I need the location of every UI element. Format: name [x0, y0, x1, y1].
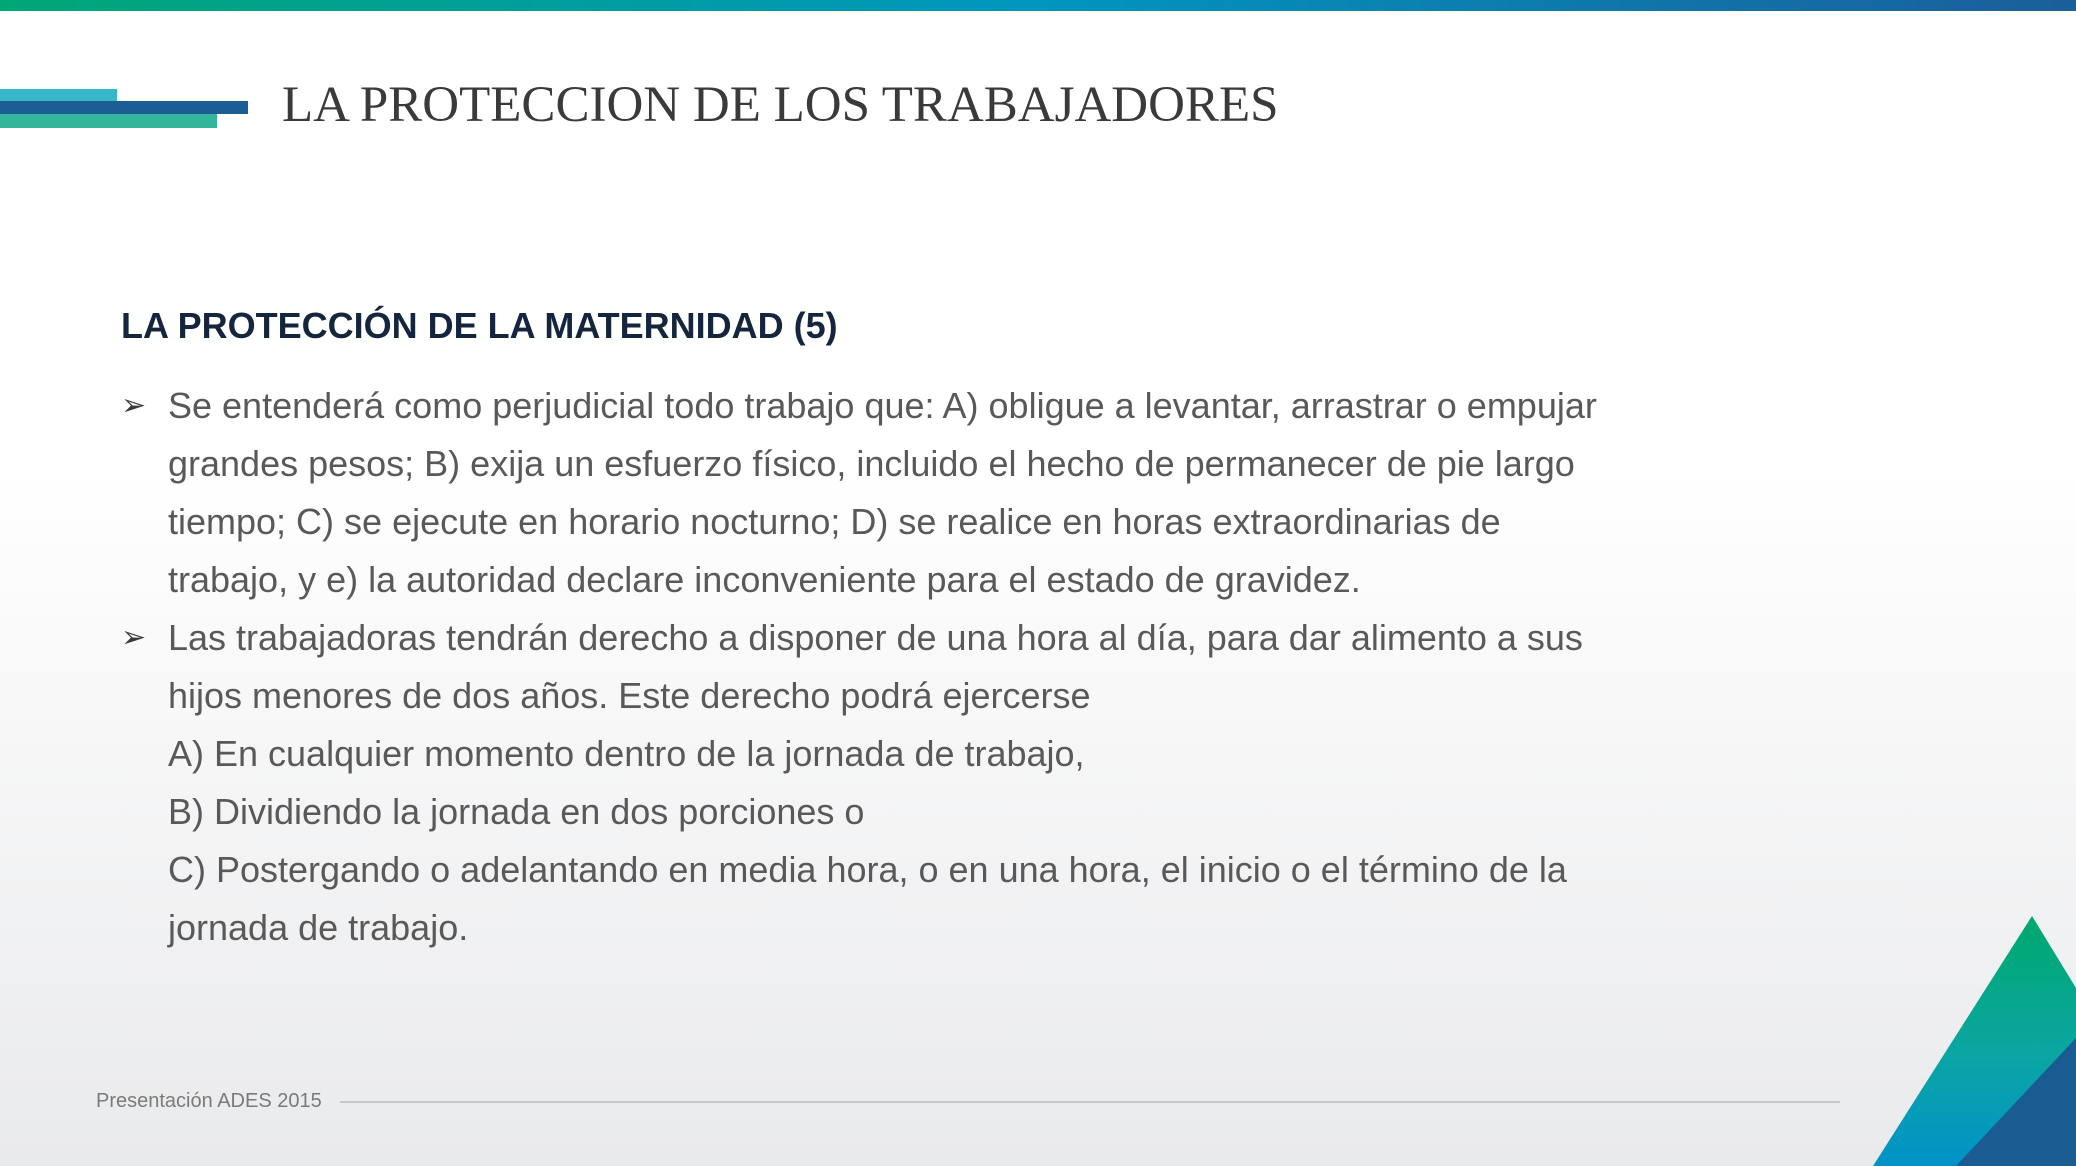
bullet-line: B) Dividiendo la jornada en dos porciones o: [168, 791, 865, 832]
bullet-line: A) En cualquier momento dentro de la jornada de trabajo,: [168, 733, 1085, 774]
bullet-line: tiempo; C) se ejecute en horario nocturno; D) se realice en horas extraordinarias de: [168, 501, 1501, 542]
title-accent-bar-green: [0, 114, 217, 128]
arrow-bullet-icon: ➢: [121, 621, 147, 654]
bullet-item: [121, 377, 1681, 609]
footer-divider: [340, 1101, 1840, 1103]
bullet-line: trabajo, y e) la autoridad declare inconveniente para el estado de gravidez.: [168, 559, 1361, 600]
bullet-item: [121, 609, 1681, 957]
slide-title: LA PROTECCION DE LOS TRABAJADORES: [282, 77, 1279, 133]
title-accent-bar-teal: [0, 89, 117, 101]
bullet-line: C) Postergando o adelantando en media hora, o en una hora, el inicio o el término de la: [168, 849, 1567, 890]
bullet-line: Las trabajadoras tendrán derecho a disponer de una hora al día, para dar alimento a sus: [168, 617, 1583, 658]
corner-triangle-decoration: [1776, 746, 2076, 1166]
arrow-bullet-icon: ➢: [121, 389, 147, 422]
bullet-line: jornada de trabajo.: [168, 907, 469, 948]
footer-text: Presentación ADES 2015: [96, 1090, 322, 1112]
bullet-list: [121, 377, 1681, 957]
title-accent-bar-navy: [0, 101, 248, 114]
bullet-line: hijos menores de dos años. Este derecho podrá ejercerse: [168, 675, 1091, 716]
bullet-line: Se entenderá como perjudicial todo trabajo que: A) obligue a levantar, arrastrar o empujar: [168, 385, 1597, 426]
bullet-line: grandes pesos; B) exija un esfuerzo físico, incluido el hecho de permanecer de pie largo: [168, 443, 1575, 484]
top-gradient-bar: [0, 0, 2076, 11]
section-heading: LA PROTECCIÓN DE LA MATERNIDAD (5): [121, 305, 838, 346]
